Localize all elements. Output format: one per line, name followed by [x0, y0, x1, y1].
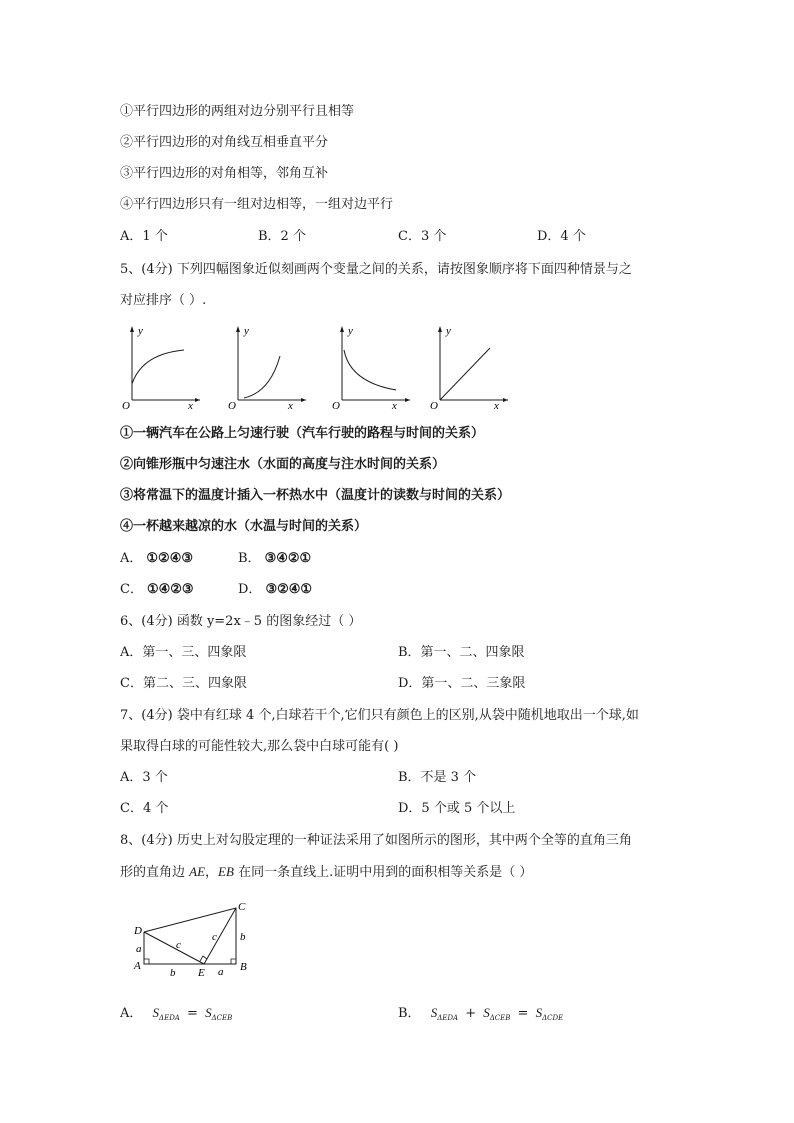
q5-graph-4-y-label: y	[446, 325, 451, 337]
q5-graph-1-y-label: y	[138, 325, 143, 337]
q5-option-d-letter: D．	[238, 582, 262, 597]
q5-graph-1-x-label: x	[188, 400, 193, 410]
q4-statement-1: ①平行四边形的两组对边分别平行且相等	[120, 104, 355, 119]
q4-statement-2: ②平行四边形的对角线互相垂直平分	[120, 135, 329, 150]
q5-graph-4	[430, 322, 510, 410]
q5-graph-3-x-label: x	[392, 400, 397, 410]
q5-option-c-letter: C．	[120, 582, 143, 597]
q8-figure	[130, 898, 260, 982]
q4-option-b[interactable]: B．2 个	[258, 229, 306, 244]
q8-option-a-s1: S	[152, 1005, 160, 1020]
q8-label-c-side-2: c	[212, 931, 217, 943]
q7-option-d[interactable]: D．5 个或 5 个以上	[398, 801, 516, 816]
q8-label-c-side-1: c	[176, 939, 181, 951]
q8-label-a-point: A	[134, 960, 141, 972]
q5-option-b-value: ③④②①	[264, 551, 312, 566]
q8-label-a-side-left: a	[136, 943, 142, 955]
q8-option-b-s2: S	[483, 1005, 490, 1020]
q8-stem-eb: EB	[218, 864, 234, 879]
q8-option-a-letter: A．	[120, 1006, 143, 1021]
q8-label-b-side-right: b	[240, 931, 246, 943]
q5-graph-3-origin: O	[332, 400, 340, 410]
q8-option-a-s2: S	[205, 1005, 212, 1020]
q7-option-a[interactable]: A．3 个	[120, 770, 168, 785]
q5-graph-1	[122, 322, 202, 410]
q8-option-b-s3: S	[535, 1005, 543, 1020]
q8-stem-comma: ，	[205, 865, 219, 880]
q5-graph-2	[228, 322, 308, 410]
q5-graph-4-x-label: x	[494, 400, 499, 410]
q8-label-b-point: B	[240, 961, 247, 973]
q5-option-b[interactable]	[238, 550, 311, 568]
q5-option-a-letter: A．	[120, 551, 143, 566]
q5-option-d[interactable]	[238, 581, 312, 599]
q4-option-d[interactable]: D．4 个	[537, 229, 586, 244]
q7-option-c[interactable]: C．4 个	[120, 801, 169, 816]
q8-option-b-plus: +	[465, 1006, 477, 1021]
q8-option-b[interactable]	[398, 1004, 563, 1027]
q8-stem-ae: AE	[189, 864, 206, 879]
q5-option-a-value: ①②④③	[146, 551, 194, 566]
q8-option-b-sub3: ΔCDE	[542, 1014, 564, 1022]
q6-option-b[interactable]: B．第一、二、四象限	[398, 645, 525, 660]
q5-option-a[interactable]	[120, 550, 193, 568]
q5-graph-2-x-label: x	[288, 400, 293, 410]
q8-stem-line1: 8、(4分) 历史上对勾股定理的一种证法采用了如图所示的图形，其中两个全等的直角三角	[120, 833, 632, 848]
q5-graph-3-y-label: y	[348, 325, 353, 337]
q8-label-c-point: C	[238, 901, 246, 913]
q5-scenario-3: ③将常温下的温度计插入一杯热水中（温度计的读数与时间的关系）	[120, 488, 511, 503]
q4-statement-4: ④平行四边形只有一组对边相等，一组对边平行	[120, 197, 394, 212]
q8-label-d: D	[134, 925, 142, 937]
q5-scenario-4: ④一杯越来越凉的水（水温与时间的关系）	[120, 519, 368, 534]
q5-graph-1-origin: O	[122, 400, 130, 410]
q8-stem-line2-b: 在同一条直线上.证明中用到的面积相等关系是（ ）	[233, 865, 533, 880]
q4-statement-3: ③平行四边形的对角相等，邻角互补	[120, 166, 329, 181]
q6-option-a[interactable]: A．第一、三、四象限	[120, 645, 247, 660]
q8-label-a-side-bottom: a	[218, 966, 224, 978]
q5-option-d-value: ③②④①	[265, 582, 313, 597]
q5-stem-line2: 对应排序（ ）.	[120, 293, 207, 308]
q8-option-b-letter: B．	[398, 1006, 421, 1021]
q5-scenario-2: ②向锥形瓶中匀速注水（水面的高度与注水时间的关系）	[120, 457, 446, 472]
q5-scenario-1: ①一辆汽车在公路上匀速行驶（汽车行驶的路程与时间的关系）	[120, 426, 485, 441]
q5-option-c-value: ①④②③	[146, 582, 194, 597]
q7-stem-line2: 果取得白球的可能性较大,那么袋中白球可能有( )	[120, 739, 399, 754]
q5-graph-2-y-label: y	[244, 325, 249, 337]
q4-option-c[interactable]: C．3 个	[398, 229, 447, 244]
q8-label-e: E	[198, 967, 205, 979]
q6-option-c[interactable]: C．第二、三、四象限	[120, 676, 247, 691]
q5-option-b-letter: B．	[238, 551, 261, 566]
q8-option-a-sub1: ΔEDA	[159, 1014, 180, 1022]
q8-option-b-s1: S	[430, 1005, 438, 1020]
q6-option-d[interactable]: D．第一、二、三象限	[398, 676, 526, 691]
q5-graph-2-origin: O	[228, 400, 236, 410]
q8-option-b-eq: =	[517, 1006, 529, 1021]
q8-option-a-sub2: ΔCEB	[211, 1014, 233, 1022]
q8-label-b-side-bottom: b	[170, 967, 176, 979]
q8-stem-line2-a: 形的直角边	[120, 865, 190, 880]
q8-option-b-sub1: ΔEDA	[437, 1014, 459, 1022]
q8-option-b-sub2: ΔCEB	[489, 1014, 511, 1022]
q4-option-a[interactable]: A．1 个	[120, 229, 168, 244]
q5-stem-line1: 5、(4分) 下列四幅图象近似刻画两个变量之间的关系，请按图象顺序将下面四种情景与之	[120, 262, 632, 277]
q8-option-a[interactable]	[120, 1004, 232, 1027]
q5-graph-3	[332, 322, 412, 410]
q8-option-a-eq: =	[187, 1006, 198, 1021]
q7-option-b[interactable]: B．不是 3 个	[398, 770, 477, 785]
q6-stem: 6、(4分) 函数 y=2x﹣5 的图象经过（ ）	[120, 614, 362, 629]
q5-graph-4-origin: O	[430, 400, 438, 410]
q5-option-c[interactable]	[120, 581, 194, 599]
q8-stem-line2	[120, 863, 532, 882]
q7-stem-line1: 7、(4分) 袋中有红球 4 个,白球若干个,它们只有颜色上的区别,从袋中随机地取出一个球,如	[120, 708, 639, 723]
